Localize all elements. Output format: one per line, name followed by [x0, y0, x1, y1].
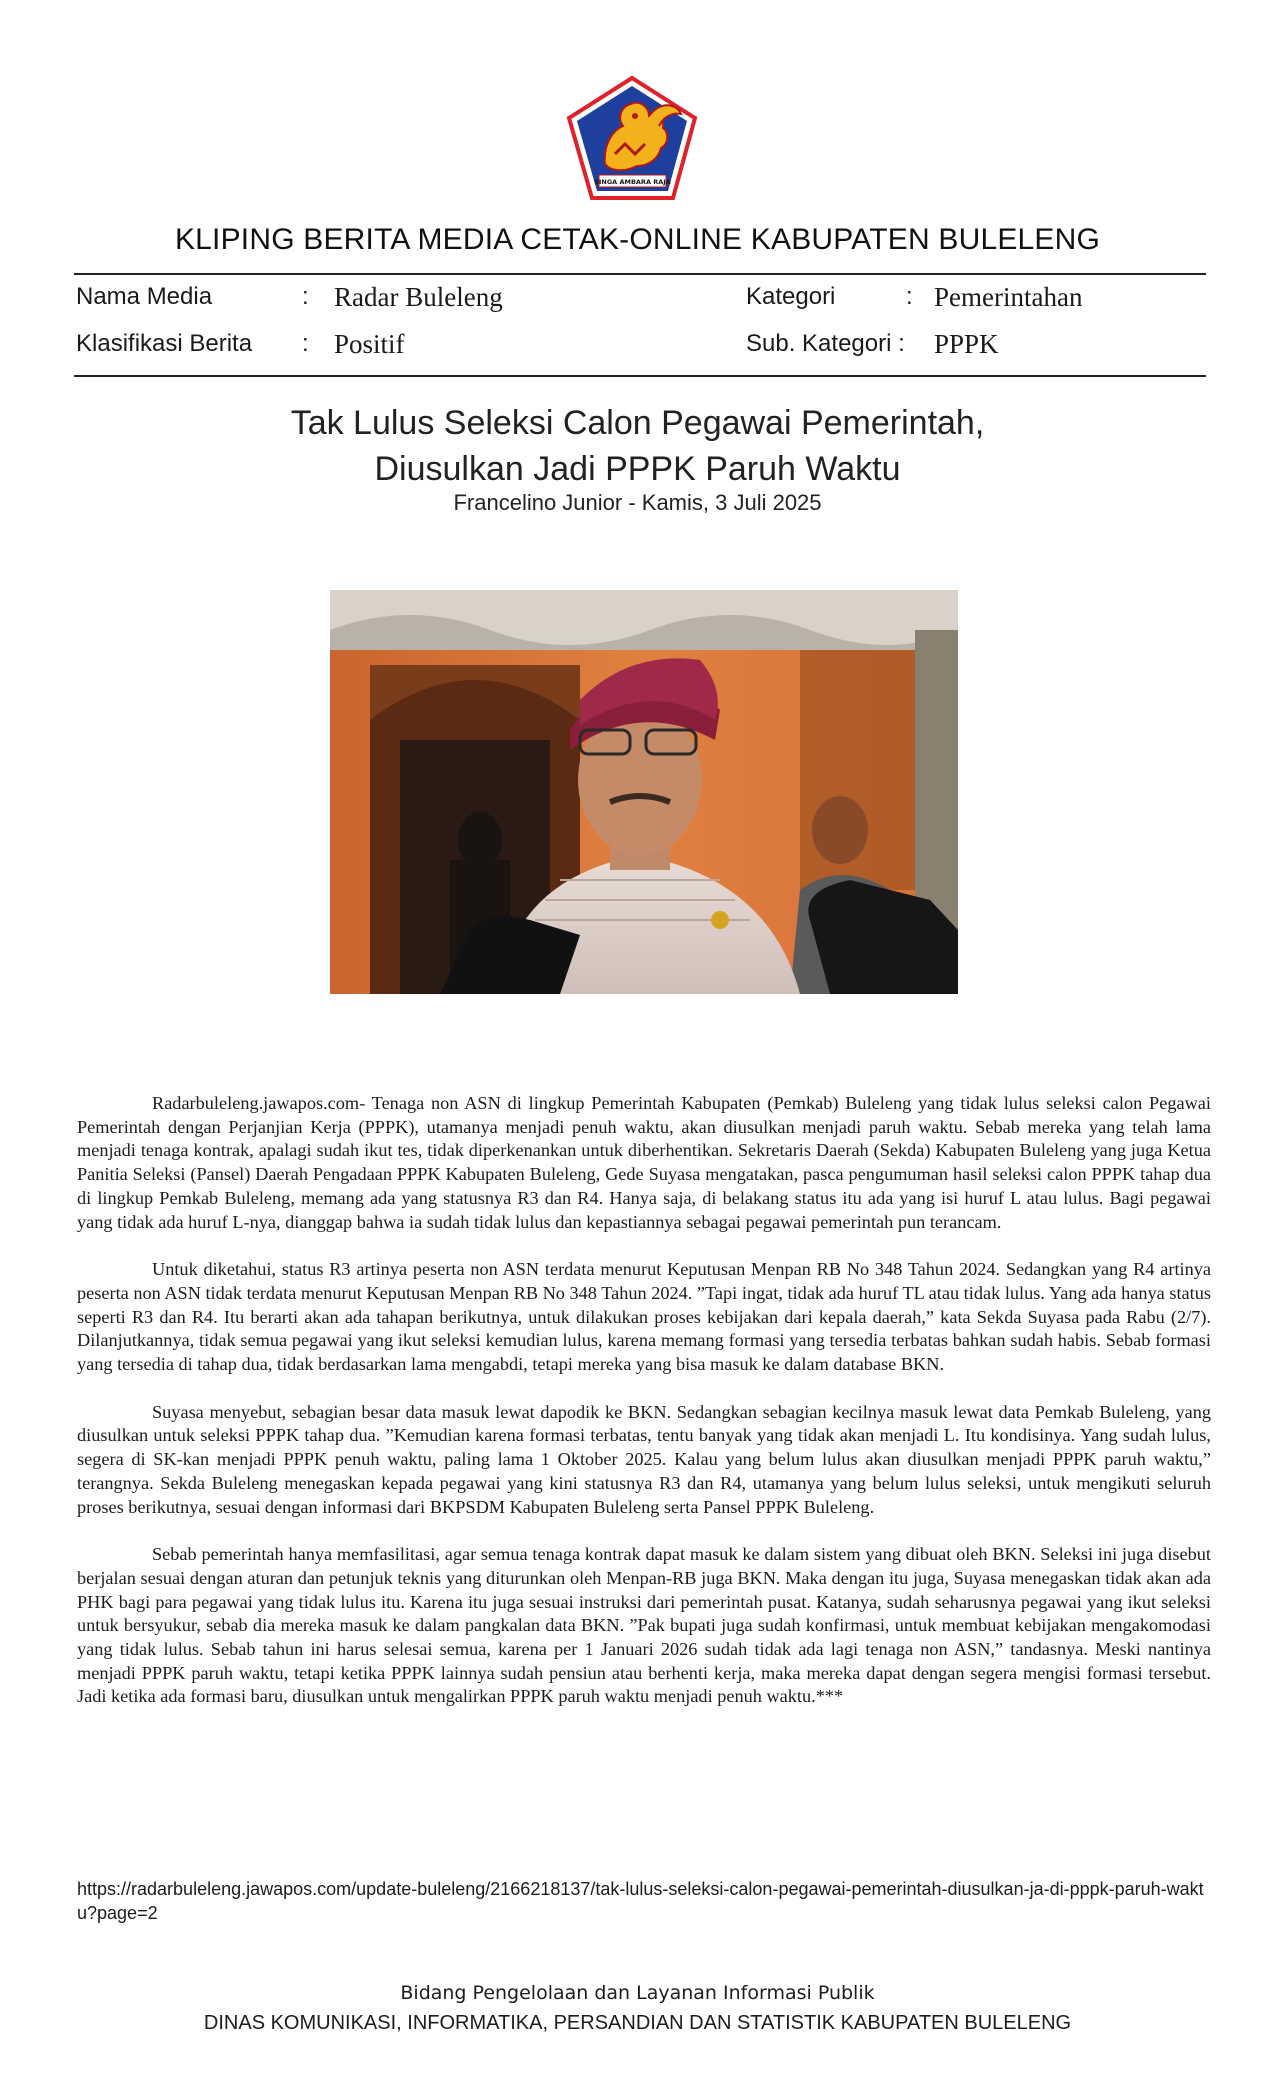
article-headline — [0, 400, 1275, 492]
article-body — [77, 1092, 1211, 1733]
headline-line-1: Tak Lulus Seleksi Calon Pegawai Pemerintah, — [290, 404, 985, 442]
media-value: Radar Buleleng — [334, 282, 503, 312]
classification-value: Positif — [334, 329, 405, 359]
article-byline: Francelino Junior - Kamis, 3 Juli 2025 — [453, 490, 822, 515]
regency-logo — [565, 74, 700, 202]
article-paragraph: Sebab pemerintah hanya memfasilitasi, agar semua tenaga kontrak dapat masuk ke dalam sistem yang dibuat oleh BKN. Seleksi ini juga disebut berjalan sesuai dengan aturan dan petunjuk teknis yang diturunkan oleh Menpan-RB juga BKN. Maka dengan itu juga, Suyasa menegaskan tidak akan ada PHK bagi para pegawai yang tidak lulus itu. Karena itu juga sesuai instruksi dari pemerintah pusat. Katanya, sudah seharusnya pegawai yang ikut seleksi untuk bersyukur, sebab dia mereka masuk ke dalam pangkalan data BKN. ”Pak bupati juga sudah konfirmasi, untuk membuat kebijakan mengakomodasi yang tidak lulus. Sebab tahun ini harus selesai semua, karena per 1 Januari 2026 sudah tidak ada lagi tenaga non ASN,” tandasnya. Meski nantinya menjadi PPPK paruh waktu, tetapi ketika PPPK lainnya sudah pensiun atau berhenti kerja, maka mereka dapat dengan segera mengisi formasi tersebut. Jadi ketika ada formasi baru, diusulkan untuk mengalirkan PPPK paruh waktu menjadi penuh waktu.*** — [77, 1544, 1211, 1707]
article-photo — [330, 590, 958, 994]
page-title: KLIPING BERITA MEDIA CETAK-ONLINE KABUPATEN BULELENG — [174, 223, 1101, 256]
article-paragraph: Radarbuleleng.jawapos.com- Tenaga non ASN di lingkup Pemerintah Kabupaten (Pemkab) Buleleng yang tidak lulus seleksi calon Pegawai Pemerintah dengan Perjanjian Kerja (PPPK), utamanya menjadi penuh waktu, akan diusulkan menjadi paruh waktu. Sebab mereka yang telah lama menjadi tenaga kontrak, apalagi sudah ikut tes, tidak diperkenankan untuk diberhentikan. Sekretaris Daerah (Sekda) Kabupaten Buleleng yang juga Ketua Panitia Seleksi (Pansel) Daerah Pengadaan PPPK Kabupaten Buleleng, Gede Suyasa mengatakan, pasca pengumuman hasil seleksi calon PPPK tahap dua di lingkup Pemkab Buleleng, memang ada yang statusnya R3 dan R4. Hanya saja, di belakang status itu ada yang isi huruf L atau lulus. Bagi pegawai yang tidak ada huruf L-nya, dianggap bahwa ia sudah tidak lulus dan kepastiannya sebagai pegawai pemerintah pun terancam. — [77, 1093, 1211, 1232]
category-label: Kategori — [746, 283, 836, 310]
article-paragraph: Untuk diketahui, status R3 artinya peserta non ASN terdata menurut Keputusan Menpan RB No 348 Tahun 2024. Sedangkan yang R4 artinya peserta non ASN tidak terdata menurut Keputusan Menpan RB No 348 Tahun 2024. ”Tapi ingat, tidak ada huruf TL atau tidak lulus. Yang ada hanya status seperti R3 dan R4. Itu berarti akan ada tahapan berikutnya, untuk dilakukan proses kebijakan dari kepala daerah,” kata Sekda Suyasa pada Rabu (2/7). Dilanjutkannya, tidak semua pegawai yang ikut seleksi kemudian lulus, karena memang formasi yang tersedia terbatas bahkan sudah habis. Sebab formasi yang tersedia di tahap dua, tidak berdasarkan lama mengabdi, tetapi mereka yang bisa masuk ke dalam database BKN. — [77, 1259, 1211, 1375]
footer-agency: DINAS KOMUNIKASI, INFORMATIKA, PERSANDIAN DAN STATISTIK KABUPATEN BULELENG — [203, 2012, 1072, 2034]
article-paragraph: Suyasa menyebut, sebagian besar data masuk lewat dapodik ke BKN. Sedangkan sebagian kecilnya masuk lewat data Pemkab Buleleng, yang diusulkan untuk seleksi PPPK tahap dua. ”Kemudian karena formasi terbatas, tentu banyak yang tidak akan menjadi L. Itu kondisinya. Yang sudah lulus, segera di SK-kan menjadi PPPK penuh waktu, paling lama 1 Oktober 2025. Kalau yang belum lulus akan diusulkan menjadi PPPK paruh waktu,” terangnya. Sekda Buleleng menegaskan kepada pegawai yang kini statusnya R3 dan R4, utamanya yang belum lulus seleksi, untuk mengikuti seluruh proses berikutnya, sesuai dengan informasi dari BKPSDM Kabupaten Buleleng serta Pansel PPPK Buleleng. — [77, 1401, 1211, 1517]
subcategory-label: Sub. Kategori : — [746, 330, 905, 357]
category-colon: : — [906, 283, 913, 310]
media-label: Nama Media — [76, 283, 213, 310]
header-divider-bottom — [74, 375, 1206, 377]
headline-line-2: Diusulkan Jadi PPPK Paruh Waktu — [374, 450, 901, 488]
subcategory-value: PPPK — [934, 329, 999, 359]
source-url: https://radarbuleleng.jawapos.com/update-buleleng/2166218137/tak-lulus-seleksi-calon-pegawai-pemerintah-diusulkan-ja-di-pppk-paruh-waktu?page=2 — [77, 1879, 1204, 1923]
classification-colon: : — [302, 330, 309, 357]
classification-label: Klasifikasi Berita — [76, 330, 253, 357]
logo-banner-text: SINGA AMBARA RAJA — [594, 178, 671, 186]
footer-division: Bidang Pengelolaan dan Layanan Informasi Publik — [400, 1982, 875, 2004]
header-divider-top — [74, 273, 1206, 275]
category-value: Pemerintahan — [934, 282, 1083, 312]
media-colon: : — [302, 283, 309, 310]
